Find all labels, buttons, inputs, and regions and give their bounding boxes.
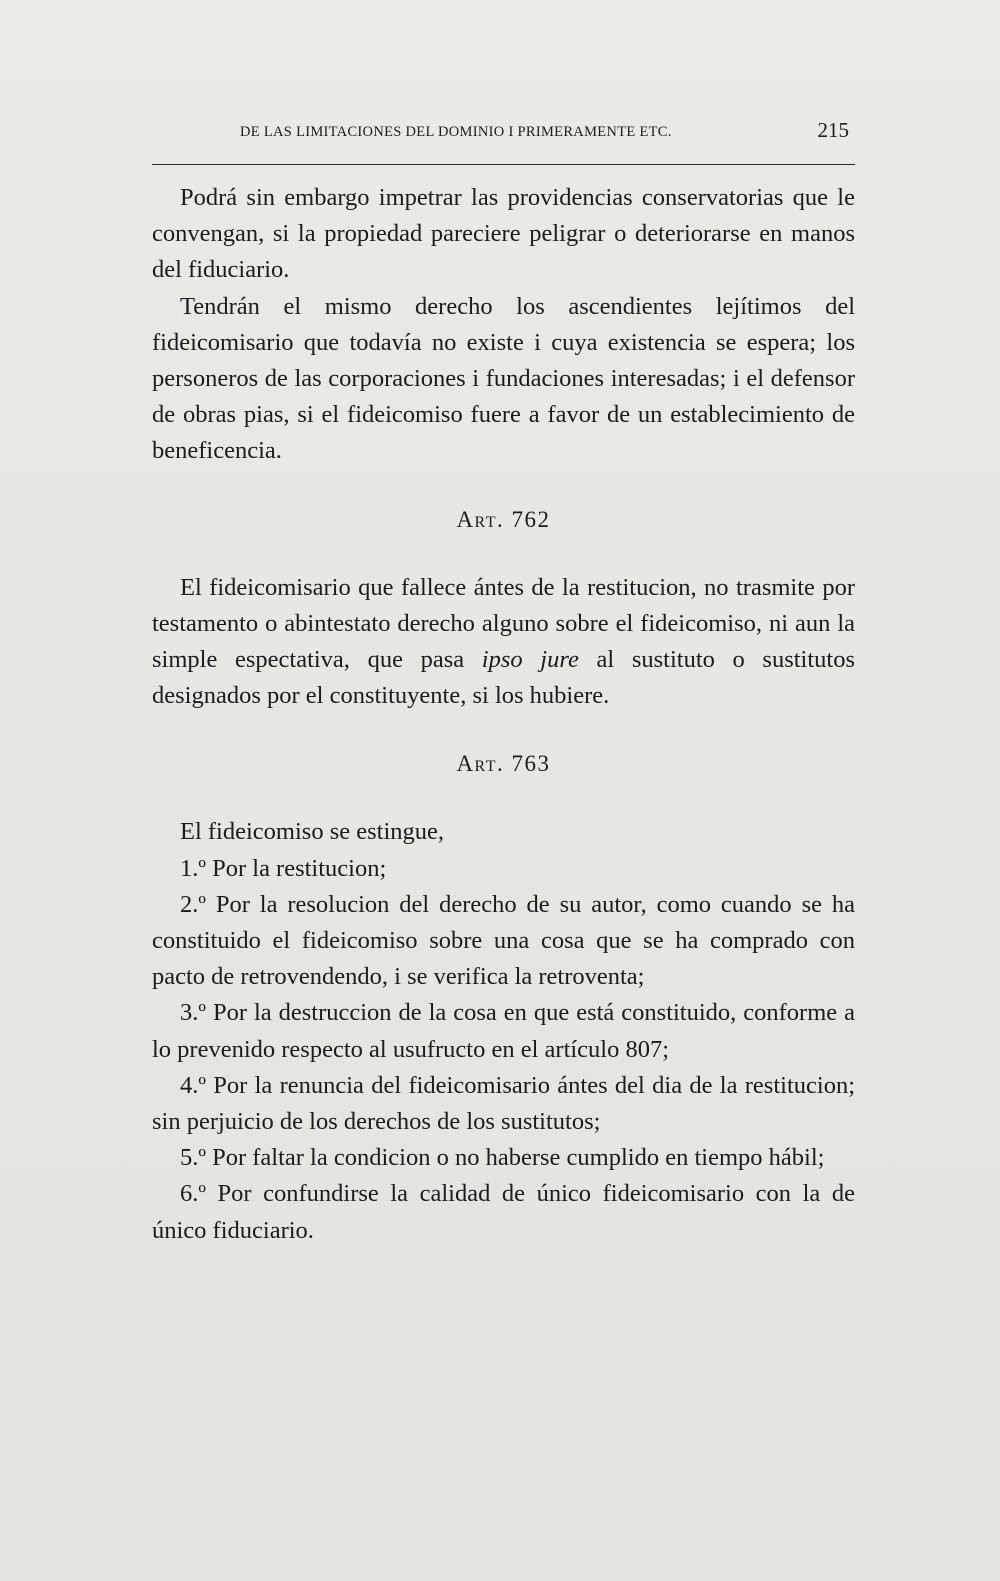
- article-763-intro: El fideicomiso se estingue,: [180, 818, 444, 846]
- page-body: [152, 180, 855, 1249]
- paragraph: Tendrán el mismo derecho los ascendientes lejítimos del fideicomisario que todavía no existe i cuya existencia se espera; los personeros de las corporaciones i fundaciones interesadas; i el defensor de obras pias, si el fideicomiso fuere a favor de un establecimiento de beneficencia.: [152, 292, 855, 465]
- list-item: 6.º Por confundirse la calidad de único fideicomisario con la de único fiduciario.: [152, 1180, 855, 1244]
- list-item: 4.º Por la renuncia del fideicomisario ántes del dia de la restitucion; sin perjuicio de los derechos de los sustitutos;: [152, 1071, 855, 1136]
- ipso-jure-italic: ipso jure: [481, 646, 579, 674]
- list-item: 5.º Por faltar la condicion o no haberse cumplido en tiempo hábil;: [180, 1144, 825, 1172]
- running-head: DE LAS LIMITACIONES DEL DOMINIO I PRIMERAMENTE ETC.: [240, 124, 672, 140]
- article-heading-763: Art. 763: [456, 751, 551, 777]
- article-heading-762: Art. 762: [456, 506, 551, 532]
- article-762-text: [152, 570, 855, 715]
- article-762-text-part-a: El fideicomisario que fallece ántes de la restitucion, no trasmite por testamento o abintestato derecho alguno sobre el fideicomiso, ni aun la simple espectativa, que pasa: [152, 573, 855, 674]
- list-item: 1.º Por la restitucion;: [180, 854, 387, 882]
- page-header: [152, 116, 855, 165]
- list-item: 3.º Por la destruccion de la cosa en que está constituido, conforme a lo prevenido respecto al usufructo en el artículo 807;: [152, 999, 855, 1063]
- article-762-text-part-b: al sustituto o sustitutos designados por el constituyente, si los hubiere.: [152, 646, 856, 710]
- paragraph: Podrá sin embargo impetrar las providencias conservatorias que le convengan, si la propiedad pareciere peligrar o deteriorarse en manos del fiduciario.: [152, 184, 855, 284]
- list-item: 2.º Por la resolucion del derecho de su autor, como cuando se ha constituido el fideicomiso sobre una cosa que se ha comprado con pacto de retrovendendo, i se verifica la retroventa;: [152, 890, 855, 991]
- page-number: 215: [817, 118, 849, 142]
